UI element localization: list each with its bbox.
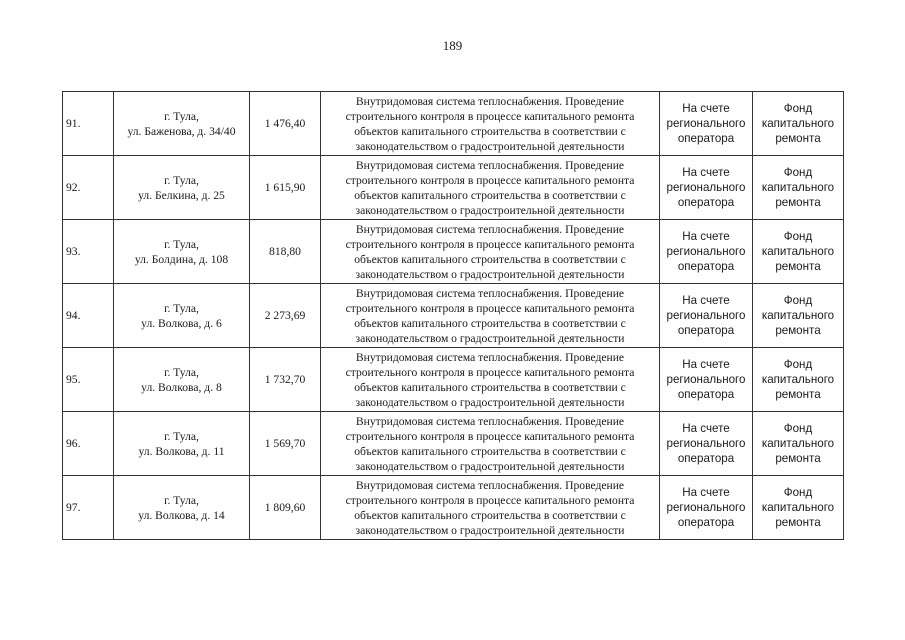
work-description-line: законодательством о градостроительной деятельности: [355, 203, 625, 217]
row-number: 93.: [63, 220, 114, 284]
account-line: оператора: [677, 132, 735, 145]
table-row: [63, 348, 844, 412]
address-cell: [114, 476, 250, 540]
account-line: оператора: [677, 324, 735, 337]
account-line: регионального: [666, 437, 746, 450]
funding-source-line: ремонта: [775, 132, 821, 145]
funding-source-line: Фонд: [783, 102, 813, 115]
funding-source-line: ремонта: [775, 324, 821, 337]
address-city: г. Тула,: [164, 365, 199, 379]
funding-source-line: ремонта: [775, 388, 821, 401]
funding-source-cell: [753, 156, 844, 220]
work-description-line: Внутридомовая система теплоснабжения. Проведение: [355, 478, 625, 492]
funding-source-line: капитального: [761, 373, 835, 386]
work-description-line: законодательством о градостроительной деятельности: [355, 523, 625, 537]
work-description-cell: [321, 412, 660, 476]
account-line: оператора: [677, 388, 735, 401]
table-row: [63, 156, 844, 220]
work-description-line: объектов капитального строительства в соответствии с: [354, 380, 626, 394]
cost-cell: 2 273,69: [250, 284, 321, 348]
funding-source-cell: [753, 92, 844, 156]
work-description-line: строительного контроля в процессе капитального ремонта: [345, 237, 635, 251]
table-row: [63, 284, 844, 348]
row-number: 96.: [63, 412, 114, 476]
account-cell: [660, 156, 753, 220]
address-street: ул. Болдина, д. 108: [134, 252, 229, 266]
row-number: 97.: [63, 476, 114, 540]
funding-source-line: Фонд: [783, 230, 813, 243]
account-line: регионального: [666, 373, 746, 386]
address-cell: [114, 348, 250, 412]
address-cell: [114, 92, 250, 156]
account-line: На счете: [682, 294, 730, 307]
address-cell: [114, 412, 250, 476]
funding-source-cell: [753, 284, 844, 348]
row-number: 92.: [63, 156, 114, 220]
work-description-line: законодательством о градостроительной деятельности: [355, 267, 625, 281]
account-line: регионального: [666, 245, 746, 258]
account-line: На счете: [682, 166, 730, 179]
account-line: На счете: [682, 422, 730, 435]
address-street: ул. Волкова, д. 8: [141, 380, 222, 394]
funding-source-line: капитального: [761, 117, 835, 130]
row-number: 91.: [63, 92, 114, 156]
account-line: регионального: [666, 117, 746, 130]
work-description-line: строительного контроля в процессе капитального ремонта: [345, 365, 635, 379]
work-description-line: законодательством о градостроительной деятельности: [355, 395, 625, 409]
work-description-line: строительного контроля в процессе капитального ремонта: [345, 173, 635, 187]
funding-source-line: Фонд: [783, 166, 813, 179]
address-city: г. Тула,: [164, 493, 199, 507]
account-line: регионального: [666, 181, 746, 194]
address-city: г. Тула,: [164, 237, 199, 251]
cost-cell: 818,80: [250, 220, 321, 284]
account-line: оператора: [677, 260, 735, 273]
funding-source-line: Фонд: [783, 486, 813, 499]
address-city: г. Тула,: [164, 173, 199, 187]
funding-source-line: капитального: [761, 309, 835, 322]
work-description-line: объектов капитального строительства в соответствии с: [354, 124, 626, 138]
funding-source-line: ремонта: [775, 260, 821, 273]
address-city: г. Тула,: [164, 429, 199, 443]
funding-source-line: ремонта: [775, 516, 821, 529]
table-row: [63, 92, 844, 156]
cost-cell: 1 732,70: [250, 348, 321, 412]
account-line: оператора: [677, 452, 735, 465]
page-number: 189: [442, 38, 463, 53]
account-line: оператора: [677, 516, 735, 529]
funding-source-line: капитального: [761, 437, 835, 450]
cost-cell: 1 476,40: [250, 92, 321, 156]
funding-source-cell: [753, 476, 844, 540]
address-cell: [114, 284, 250, 348]
account-line: регионального: [666, 309, 746, 322]
cost-cell: 1 809,60: [250, 476, 321, 540]
work-description-cell: [321, 348, 660, 412]
address-street: ул. Баженова, д. 34/40: [127, 124, 236, 138]
work-description-cell: [321, 284, 660, 348]
cost-cell: 1 615,90: [250, 156, 321, 220]
address-cell: [114, 156, 250, 220]
address-street: ул. Белкина, д. 25: [138, 188, 225, 202]
account-cell: [660, 476, 753, 540]
address-street: ул. Волкова, д. 6: [141, 316, 222, 330]
row-number: 95.: [63, 348, 114, 412]
account-line: На счете: [682, 102, 730, 115]
address-street: ул. Волкова, д. 14: [138, 508, 225, 522]
work-description-line: объектов капитального строительства в соответствии с: [354, 508, 626, 522]
work-description-line: строительного контроля в процессе капитального ремонта: [345, 301, 635, 315]
funding-source-cell: [753, 348, 844, 412]
address-street: ул. Волкова, д. 11: [138, 444, 225, 458]
work-description-line: Внутридомовая система теплоснабжения. Проведение: [355, 414, 625, 428]
funding-source-cell: [753, 412, 844, 476]
work-description-line: Внутридомовая система теплоснабжения. Проведение: [355, 350, 625, 364]
funding-source-line: капитального: [761, 181, 835, 194]
address-cell: [114, 220, 250, 284]
row-number: 94.: [63, 284, 114, 348]
work-description-line: строительного контроля в процессе капитального ремонта: [345, 109, 635, 123]
funding-source-line: Фонд: [783, 422, 813, 435]
funding-source-line: капитального: [761, 501, 835, 514]
work-description-cell: [321, 220, 660, 284]
table-body: [63, 92, 844, 540]
cost-cell: 1 569,70: [250, 412, 321, 476]
table-row: [63, 220, 844, 284]
work-description-line: законодательством о градостроительной деятельности: [355, 331, 625, 345]
capital-repair-table: [62, 91, 844, 540]
account-cell: [660, 284, 753, 348]
work-description-line: объектов капитального строительства в соответствии с: [354, 444, 626, 458]
account-line: оператора: [677, 196, 735, 209]
funding-source-line: ремонта: [775, 196, 821, 209]
work-description-line: Внутридомовая система теплоснабжения. Проведение: [355, 286, 625, 300]
table-row: [63, 476, 844, 540]
funding-source-line: Фонд: [783, 294, 813, 307]
work-description-line: объектов капитального строительства в соответствии с: [354, 188, 626, 202]
address-city: г. Тула,: [164, 109, 199, 123]
account-cell: [660, 220, 753, 284]
funding-source-line: Фонд: [783, 358, 813, 371]
funding-source-line: капитального: [761, 245, 835, 258]
account-cell: [660, 92, 753, 156]
funding-source-line: ремонта: [775, 452, 821, 465]
account-cell: [660, 348, 753, 412]
work-description-line: строительного контроля в процессе капитального ремонта: [345, 429, 635, 443]
table-row: [63, 412, 844, 476]
work-description-line: объектов капитального строительства в соответствии с: [354, 316, 626, 330]
work-description-line: объектов капитального строительства в соответствии с: [354, 252, 626, 266]
account-line: регионального: [666, 501, 746, 514]
work-description-line: законодательством о градостроительной деятельности: [355, 139, 625, 153]
address-city: г. Тула,: [164, 301, 199, 315]
funding-source-cell: [753, 220, 844, 284]
work-description-line: законодательством о градостроительной деятельности: [355, 459, 625, 473]
work-description-line: Внутридомовая система теплоснабжения. Проведение: [355, 94, 625, 108]
work-description-cell: [321, 92, 660, 156]
account-line: На счете: [682, 230, 730, 243]
account-line: На счете: [682, 358, 730, 371]
work-description-line: Внутридомовая система теплоснабжения. Проведение: [355, 222, 625, 236]
work-description-line: строительного контроля в процессе капитального ремонта: [345, 493, 635, 507]
account-line: На счете: [682, 486, 730, 499]
work-description-line: Внутридомовая система теплоснабжения. Проведение: [355, 158, 625, 172]
work-description-cell: [321, 476, 660, 540]
work-description-cell: [321, 156, 660, 220]
account-cell: [660, 412, 753, 476]
